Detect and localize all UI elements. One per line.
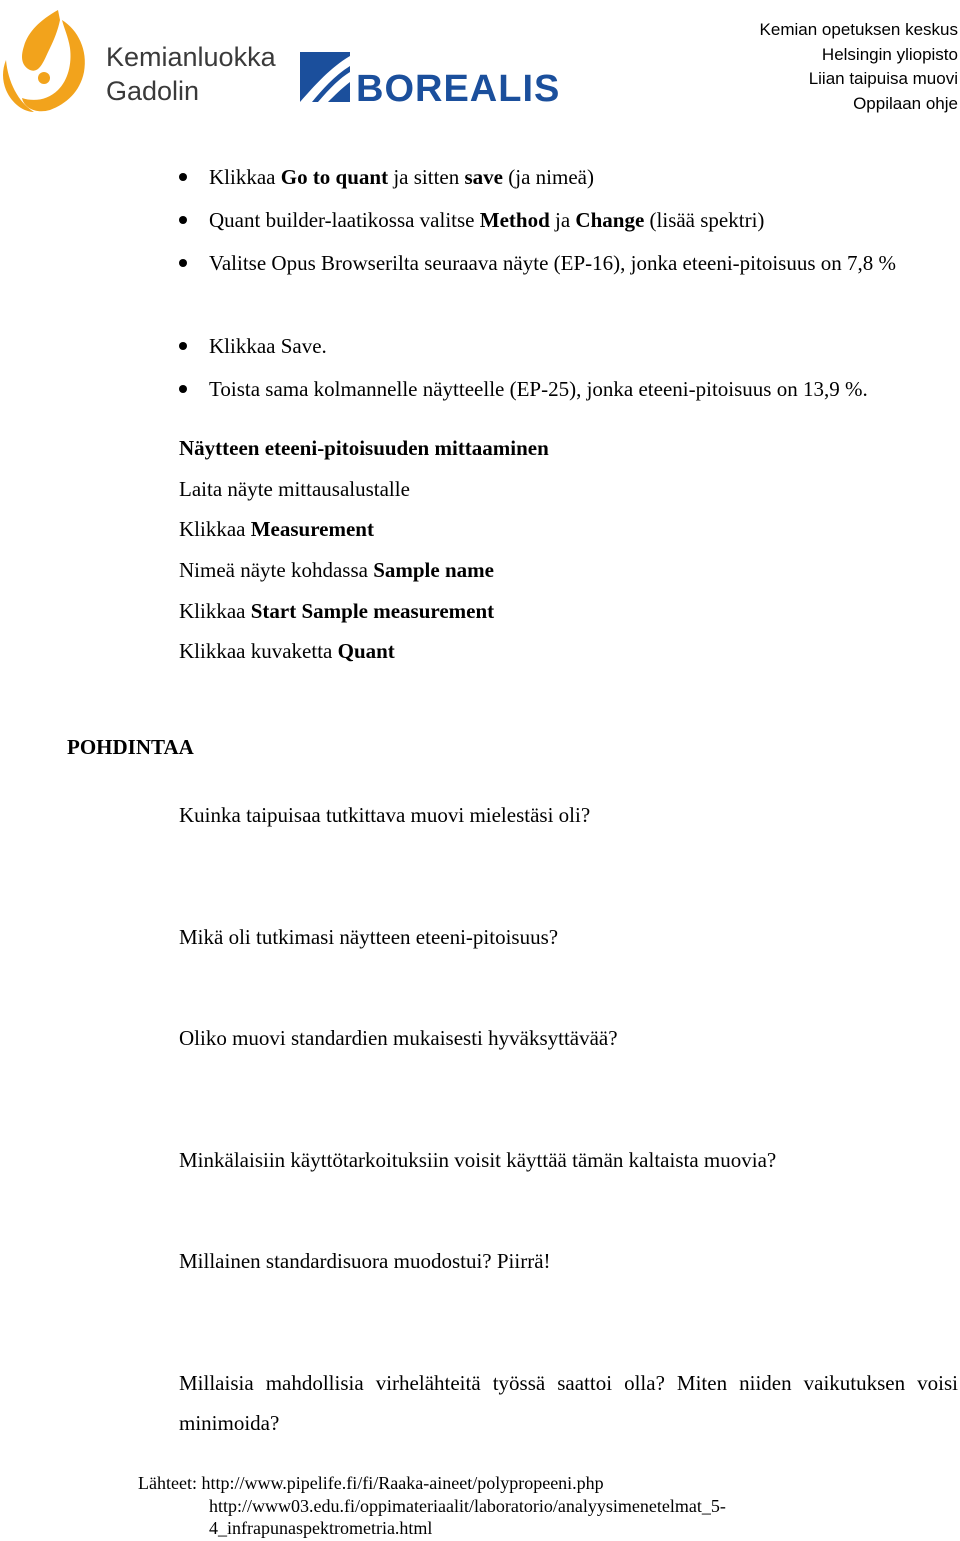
reflection-question: Oliko muovi standardien mukaisesti hyväksyttävää? [179,1026,618,1050]
header-info [760,18,958,116]
sources-label: Lähteet: [138,1473,202,1493]
bullet-bold: save [464,165,503,189]
bullet-text: (lisää spektri) [644,208,765,232]
borealis-logo-text: BOREALIS [356,68,561,110]
bullet-dot-icon [179,385,187,393]
bullet-bold: Method [479,208,550,232]
logos-svg [0,0,610,125]
borealis-logo-icon [300,52,350,102]
bullet-text: Klikkaa Save. [209,334,327,358]
source-link-2-line-2[interactable]: 4_infrapunaspektrometria.html [209,1518,433,1538]
bullet-dot-icon [179,342,187,350]
source-link-1[interactable]: http://www.pipelife.fi/fi/Raaka-aineet/polypropeeni.php [201,1473,604,1493]
measurement-section [179,428,958,672]
measurement-step: Klikkaa kuvaketta Quant [179,639,395,664]
bullet-item [179,243,958,326]
bullet-text: ja [549,208,576,232]
reflection-question: Minkälaisiin käyttötarkoituksiin voisit käyttää tämän kaltaista muovia? [179,1148,777,1172]
sources-footer [138,1472,726,1540]
header-line-2: Helsingin yliopisto [821,44,958,64]
reflection-question: Kuinka taipuisaa tutkittava muovi mielestäsi oli? [179,803,591,827]
reflection-question: Millaisia mahdollisia virhelähteitä työssä saattoi olla? Miten niiden vaikutuksen voisi minimoida? [179,1371,958,1435]
bullet-item [179,326,958,369]
measurement-step: Nimeä näyte kohdassa Sample name [179,558,494,583]
gadolin-logo-line1: Kemianluokka [106,42,276,72]
bullet-text: Quant builder-laatikossa valitse [209,208,480,232]
bullet-dot-icon [179,173,187,181]
bullet-text: (ja nimeä) [503,165,594,189]
header-line-3: Liian taipuisa muovi [808,69,958,88]
bullet-dot-icon [179,259,187,267]
bullet-text: ja sitten [388,165,465,189]
bullet-item [179,369,958,412]
gadolin-logo-line2: Gadolin [106,76,200,106]
bullet-item [179,157,958,200]
measurement-step: Laita näyte mittausalustalle [179,476,410,501]
bullet-dot-icon [179,216,187,224]
instruction-bullets [179,157,958,412]
measurement-step: Klikkaa Start Sample measurement [179,598,495,623]
bullet-item [179,200,958,243]
measurement-heading: Näytteen eteeni-pitoisuuden mittaaminen [179,436,549,460]
header-line-1: Kemian opetuksen keskus [759,20,958,39]
bullet-text: Valitse Opus Browserilta seuraava näyte (EP-16), jonka eteeni-pitoisuus on 7,8 % [209,251,897,275]
bullet-text: Toista sama kolmannelle näytteelle (EP-25), jonka eteeni-pitoisuus on 13,9 %. [209,377,868,401]
measurement-step: Klikkaa Measurement [179,517,374,542]
source-link-2-line-1[interactable]: http://www03.edu.fi/oppimateriaalit/laboratorio/analyysimenetelmat_5- [209,1495,726,1516]
reflection-question: Mikä oli tutkimasi näytteen eteeni-pitoisuus? [179,925,559,949]
bullet-bold: Go to quant [280,165,389,189]
header-logos [0,0,610,130]
bullet-text: Klikkaa [209,165,281,189]
bullet-bold: Change [575,208,645,232]
reflection-question: Millainen standardisuora muodostui? Piirrä! [179,1249,551,1273]
gadolin-logo-icon [3,10,85,112]
reflection-heading: POHDINTAA [67,735,194,759]
source-line-1 [138,1472,726,1495]
header-line-4: Oppilaan ohje [853,93,958,113]
